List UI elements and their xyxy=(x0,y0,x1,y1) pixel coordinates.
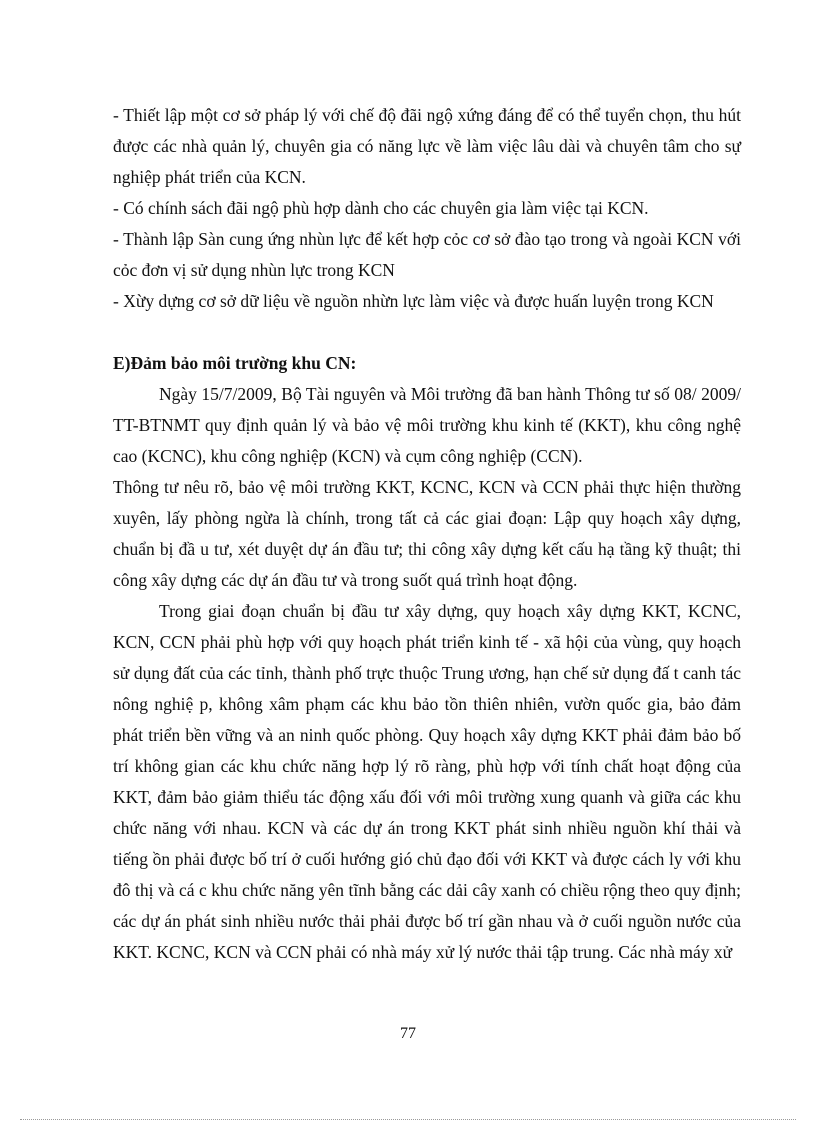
bullet-item-3: - Thành lập Sàn cung ứng nhùn lực để kết hợp cỏc cơ sở đào tạo trong và ngoài KCN với cỏc đơn vị sử dụng nhùn lực trong KCN xyxy=(113,229,741,280)
bullet-item-4: - Xừy dựng cơ sở dữ liệu về nguồn nhừn lực làm việc và được huấn luyện trong KCN xyxy=(113,291,714,311)
paragraph-2: Thông tư nêu rõ, bảo vệ môi trường KKT, KCNC, KCN và CCN phải thực hiện thường xuyên, lấy phòng ngừa là chính, trong tất cả các giai đoạn: Lập quy hoạch xây dựng, chuẩn bị đầ u tư, xét duyệt dự án đầu tư; thi công xây dựng kết cấu hạ tầng kỹ thuật; thi công xây dựng các dự án đầu tư và trong suốt quá trình hoạt động. xyxy=(113,477,741,590)
bullet-item-1: - Thiết lập một cơ sở pháp lý với chế độ đãi ngộ xứng đáng để có thể tuyển chọn, thu hút được các nhà quản lý, chuyên gia có năng lực về làm việc lâu dài và chuyên tâm cho sự nghiệp phát triển của KCN. xyxy=(113,105,741,187)
section-spacer xyxy=(113,317,741,348)
page-number: 77 xyxy=(400,1025,416,1042)
footer-divider xyxy=(20,1119,796,1120)
section-heading: E)Đảm bảo môi trường khu CN: xyxy=(113,353,357,373)
page-content xyxy=(113,100,741,968)
paragraph-3: Trong giai đoạn chuẩn bị đầu tư xây dựng, quy hoạch xây dựng KKT, KCNC, KCN, CCN phải phù hợp với quy hoạch phát triển kinh tế - xã hội của vùng, quy hoạch sử dụng đất của các tỉnh, thành phố trực thuộc Trung ương, hạn chế sử dụng đấ t canh tác nông nghiệ p, không xâm phạm các khu bảo tồn thiên nhiên, vườn quốc gia, bảo đảm phát triển bền vững và an ninh quốc phòng. Quy hoạch xây dựng KKT phải đảm bảo bố trí không gian các khu chức năng hợp lý rõ ràng, phù hợp với tính chất hoạt động của KKT, đảm bảo giảm thiểu tác động xấu đối với môi trường xung quanh và giữa các khu chức năng với nhau. KCN và các dự án trong KKT phát sinh nhiều nguồn khí thải và tiếng ồn phải được bố trí ở cuối hướng gió chủ đạo đối với KKT và được cách ly với khu đô thị và cá c khu chức năng yên tĩnh bằng các dải cây xanh có chiều rộng theo quy định; các dự án phát sinh nhiều nước thải phải được bố trí gần nhau và ở cuối nguồn nước của KKT. KCNC, KCN và CCN phải có nhà máy xử lý nước thải tập trung. Các nhà máy xử xyxy=(113,601,741,962)
paragraph-1: Ngày 15/7/2009, Bộ Tài nguyên và Môi trường đã ban hành Thông tư số 08/ 2009/ TT-BTNMT quy định quản lý và bảo vệ môi trường khu kinh tế (KKT), khu công nghệ cao (KCNC), khu công nghiệp (KCN) và cụm công nghiệp (CCN). xyxy=(113,384,741,466)
bullet-item-2: - Có chính sách đãi ngộ phù hợp dành cho các chuyên gia làm việc tại KCN. xyxy=(113,198,649,218)
